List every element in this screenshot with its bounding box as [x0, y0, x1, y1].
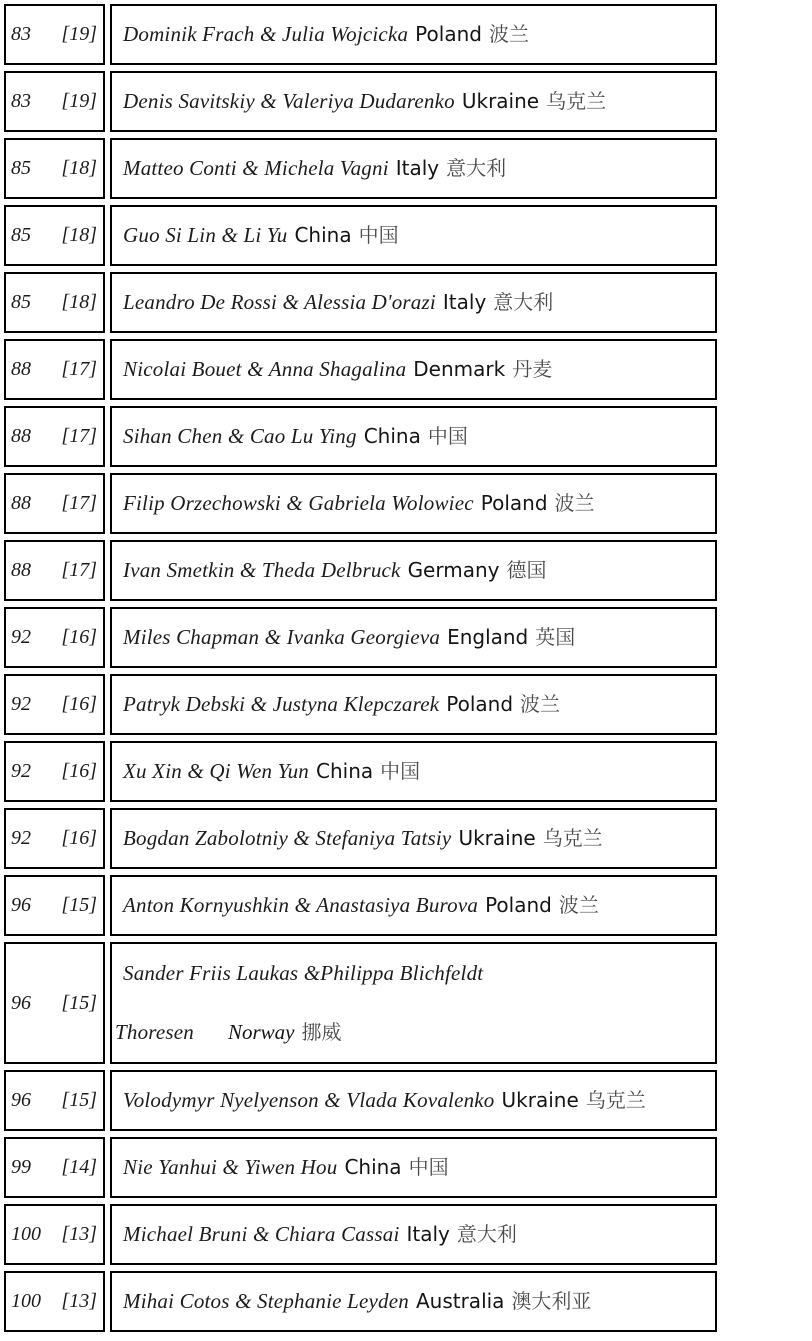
names-cell	[110, 741, 717, 802]
country-name: Ukraine	[458, 826, 536, 851]
names-line	[123, 892, 715, 918]
country-chinese: 澳大利亚	[511, 1289, 592, 1314]
country-name: Ukraine	[501, 1088, 579, 1113]
rank-value: 85	[11, 224, 31, 246]
country-chinese: 意大利	[446, 156, 507, 181]
country-chinese: 中国	[408, 1155, 449, 1180]
country-name: England	[447, 625, 529, 650]
pair-names: Denis Savitskiy & Valeriya Dudarenko	[123, 89, 455, 114]
rank-cell	[4, 674, 105, 735]
rank-value: 88	[11, 559, 31, 581]
pair-names: Bogdan Zabolotniy & Stefaniya Tatsiy	[123, 826, 452, 851]
table-row	[4, 674, 812, 735]
pair-names: Nie Yanhui & Yiwen Hou	[123, 1155, 338, 1180]
table-row	[4, 339, 812, 400]
country-chinese: 中国	[427, 424, 468, 449]
rank-cell	[4, 607, 105, 668]
points-value: [16]	[61, 760, 97, 782]
table-row	[4, 138, 812, 199]
names-line	[123, 1221, 715, 1247]
rank-value: 88	[11, 358, 31, 380]
rank-cell	[4, 138, 105, 199]
rank-cell	[4, 540, 105, 601]
table-row	[4, 540, 812, 601]
points-value: [18]	[61, 224, 97, 246]
points-value: [17]	[61, 425, 97, 447]
rank-value: 92	[11, 626, 31, 648]
points-value: [17]	[61, 492, 97, 514]
names-line	[123, 21, 715, 47]
rank-cell	[4, 1271, 105, 1332]
country-chinese: 波兰	[554, 491, 595, 516]
names-line	[123, 356, 715, 382]
table-row	[4, 406, 812, 467]
names-cell	[110, 339, 717, 400]
country-chinese: 波兰	[520, 692, 561, 717]
table-row	[4, 205, 812, 266]
names-cell	[110, 607, 717, 668]
points-value: [16]	[61, 693, 97, 715]
names-cell	[110, 1070, 717, 1131]
pair-names: Guo Si Lin & Li Yu	[123, 223, 288, 248]
pair-names-continued: Thoresen	[115, 1020, 194, 1045]
names-line	[123, 155, 715, 181]
names-line	[123, 557, 715, 583]
rank-value: 96	[11, 991, 31, 1014]
points-value: [15]	[61, 991, 97, 1014]
country-name: Poland	[415, 22, 482, 47]
table-row	[4, 1070, 812, 1131]
points-value: [18]	[61, 291, 97, 313]
country-name: Germany	[407, 558, 500, 583]
pair-names: Michael Bruni & Chiara Cassai	[123, 1222, 400, 1247]
points-value: [19]	[61, 23, 97, 45]
names-cell	[110, 406, 717, 467]
country-name: China	[344, 1155, 402, 1180]
country-name: Ukraine	[461, 89, 540, 114]
rank-cell	[4, 406, 105, 467]
points-value: [13]	[61, 1290, 97, 1312]
rank-cell	[4, 741, 105, 802]
country-chinese: 波兰	[558, 893, 599, 918]
rank-value: 92	[11, 827, 31, 849]
names-line-2	[115, 1019, 715, 1045]
names-line	[123, 1087, 715, 1113]
names-line	[123, 423, 715, 449]
names-cell	[110, 272, 717, 333]
table-row	[4, 4, 812, 65]
table-row	[4, 741, 812, 802]
rank-value: 83	[11, 23, 31, 45]
rank-cell	[4, 1137, 105, 1198]
names-line	[123, 490, 715, 516]
rank-value: 99	[11, 1156, 31, 1178]
country-chinese: 德国	[506, 558, 547, 583]
pair-names: Sander Friis Laukas &Philippa Blichfeldt	[123, 961, 484, 986]
names-cell	[110, 942, 717, 1064]
points-value: [14]	[61, 1156, 97, 1178]
rank-cell	[4, 473, 105, 534]
rank-cell	[4, 205, 105, 266]
rank-value: 85	[11, 291, 31, 313]
country-name: Poland	[480, 491, 548, 516]
names-cell	[110, 1204, 717, 1265]
names-line	[123, 222, 715, 248]
points-value: [15]	[61, 1089, 97, 1111]
names-line	[123, 1288, 715, 1314]
table-row	[4, 71, 812, 132]
names-cell	[110, 875, 717, 936]
names-line	[123, 758, 715, 784]
table-row	[4, 1137, 812, 1198]
rank-cell	[4, 71, 105, 132]
points-value: [16]	[61, 626, 97, 648]
rank-value: 100	[11, 1290, 41, 1312]
pair-names: Sihan Chen & Cao Lu Ying	[123, 424, 357, 449]
names-cell	[110, 205, 717, 266]
rank-value: 92	[11, 693, 31, 715]
names-cell	[110, 540, 717, 601]
names-cell	[110, 808, 717, 869]
points-value: [19]	[61, 90, 97, 112]
country-name: Australia	[415, 1289, 505, 1314]
points-value: [15]	[61, 894, 97, 916]
rank-cell	[4, 1204, 105, 1265]
pair-names: Nicolai Bouet & Anna Shagalina	[123, 357, 407, 382]
country-chinese: 意大利	[493, 290, 554, 315]
rank-cell	[4, 4, 105, 65]
names-cell	[110, 473, 717, 534]
points-value: [18]	[61, 157, 97, 179]
pair-names: Volodymyr Nyelyenson & Vlada Kovalenko	[123, 1088, 495, 1113]
rank-cell	[4, 1070, 105, 1131]
country-chinese: 乌克兰	[585, 1088, 646, 1113]
names-line	[115, 960, 715, 986]
country-chinese: 乌克兰	[546, 89, 607, 114]
pair-names: Leandro De Rossi & Alessia D'orazi	[123, 290, 436, 315]
rank-cell	[4, 875, 105, 936]
country-name: China	[363, 424, 421, 449]
names-cell	[110, 1271, 717, 1332]
table-row	[4, 272, 812, 333]
pair-names: Miles Chapman & Ivanka Georgieva	[123, 625, 441, 650]
names-cell	[110, 138, 717, 199]
rank-cell	[4, 339, 105, 400]
table-row	[4, 607, 812, 668]
country-name: Denmark	[413, 357, 506, 382]
rank-value: 96	[11, 1089, 31, 1111]
names-cell	[110, 71, 717, 132]
pair-names: Xu Xin & Qi Wen Yun	[123, 759, 310, 784]
country-name: Poland	[485, 893, 552, 918]
points-value: [13]	[61, 1223, 97, 1245]
country-chinese: 意大利	[456, 1222, 517, 1247]
names-line	[123, 624, 715, 650]
pair-names: Filip Orzechowski & Gabriela Wolowiec	[123, 491, 474, 516]
country-name: China	[316, 759, 374, 784]
names-cell	[110, 1137, 717, 1198]
table-row	[4, 942, 812, 1064]
country-name: China	[294, 223, 352, 248]
pair-names: Ivan Smetkin & Theda Delbruck	[123, 558, 401, 583]
country-name: Italy	[442, 290, 487, 315]
table-row	[4, 875, 812, 936]
country-name: Poland	[446, 692, 514, 717]
country-name: Italy	[395, 156, 440, 181]
rank-value: 85	[11, 157, 31, 179]
table-row	[4, 1271, 812, 1332]
country-chinese: 丹麦	[512, 357, 553, 382]
rank-value: 88	[11, 425, 31, 447]
country-name: Italy	[406, 1222, 450, 1247]
pair-names: Patryk Debski & Justyna Klepczarek	[123, 692, 440, 717]
points-value: [16]	[61, 827, 97, 849]
points-value: [17]	[61, 358, 97, 380]
rank-value: 92	[11, 760, 31, 782]
names-line	[123, 88, 715, 114]
rank-value: 96	[11, 894, 31, 916]
points-value: [17]	[61, 559, 97, 581]
table-row	[4, 808, 812, 869]
pair-names: Anton Kornyushkin & Anastasiya Burova	[123, 893, 479, 918]
country-name: Norway	[228, 1020, 295, 1045]
table-row	[4, 1204, 812, 1265]
names-line	[123, 1154, 715, 1180]
names-line	[123, 691, 715, 717]
names-line	[123, 289, 715, 315]
rank-cell	[4, 808, 105, 869]
country-chinese: 英国	[535, 625, 576, 650]
country-chinese: 波兰	[488, 22, 529, 47]
country-chinese: 中国	[380, 759, 421, 784]
names-line	[123, 825, 715, 851]
names-cell	[110, 674, 717, 735]
rank-value: 88	[11, 492, 31, 514]
table-row	[4, 473, 812, 534]
pair-names: Mihai Cotos & Stephanie Leyden	[123, 1289, 409, 1314]
country-chinese: 挪威	[301, 1020, 342, 1045]
rank-cell	[4, 272, 105, 333]
pair-names: Matteo Conti & Michela Vagni	[123, 156, 389, 181]
rank-value: 100	[11, 1223, 41, 1245]
rank-value: 83	[11, 90, 31, 112]
country-chinese: 中国	[358, 223, 399, 248]
country-chinese: 乌克兰	[542, 826, 603, 851]
names-cell	[110, 4, 717, 65]
rank-cell	[4, 942, 105, 1064]
pair-names: Dominik Frach & Julia Wojcicka	[123, 22, 409, 47]
